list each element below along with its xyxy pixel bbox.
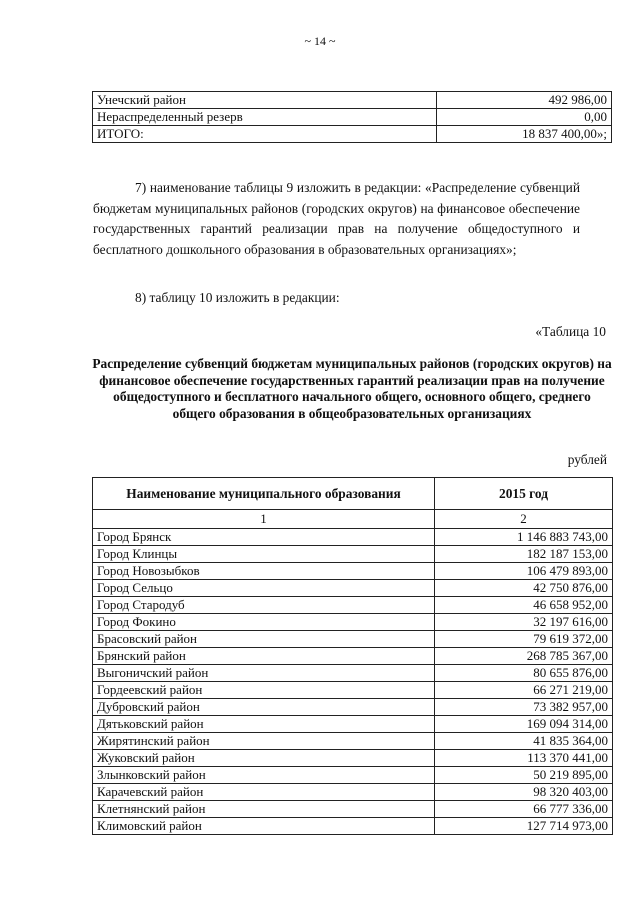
- table-row: [93, 665, 613, 682]
- table-row: [93, 580, 613, 597]
- table-row: [93, 648, 613, 665]
- row-value: 80 655 876,00: [435, 665, 613, 682]
- table-row: [93, 563, 613, 580]
- row-name: Выгоничский район: [93, 665, 435, 682]
- header-name: Наименование муниципального образования: [93, 478, 435, 510]
- row-name: Унечский район: [93, 92, 437, 109]
- table-row: [93, 750, 613, 767]
- row-value: 66 271 219,00: [435, 682, 613, 699]
- row-name: Город Новозыбков: [93, 563, 435, 580]
- row-value: 169 094 314,00: [435, 716, 613, 733]
- row-name: Город Клинцы: [93, 546, 435, 563]
- table-title: Распределение субвенций бюджетам муниципальных районов (городских округов) на финансовое обеспечение государственных гарантий реализации прав на получение общедоступного и бесплатного начального общего, основного общего, среднего общего образования в общеобразовательных организациях: [92, 356, 612, 421]
- row-name: Дятьковский район: [93, 716, 435, 733]
- row-name: Жуковский район: [93, 750, 435, 767]
- row-name: Город Фокино: [93, 614, 435, 631]
- header-year: 2015 год: [435, 478, 613, 510]
- table-row: [93, 699, 613, 716]
- page-number: ~ 14 ~: [304, 34, 336, 48]
- row-value: 50 219 895,00: [435, 767, 613, 784]
- row-name: Жирятинский район: [93, 733, 435, 750]
- row-name: Карачевский район: [93, 784, 435, 801]
- row-value: 66 777 336,00: [435, 801, 613, 818]
- row-value: 41 835 364,00: [435, 733, 613, 750]
- table-row: [93, 92, 612, 109]
- currency-label: рублей: [567, 452, 607, 467]
- paragraph-7: 7) наименование таблицы 9 изложить в редакции: «Распределение субвенций бюджетам муниципальных районов (городских округов) на финансовое обеспечение государственных гарантий реализации прав на получение общедоступного и бесплатного дошкольного образования в образовательных организациях»;: [93, 180, 580, 257]
- row-value: 127 714 973,00: [435, 818, 613, 835]
- row-name: Клетнянский район: [93, 801, 435, 818]
- table-row: [93, 109, 612, 126]
- row-value: 1 146 883 743,00: [435, 529, 613, 546]
- top-table: [92, 91, 612, 143]
- row-value: 46 658 952,00: [435, 597, 613, 614]
- table-row: [93, 818, 613, 835]
- table-row: [93, 733, 613, 750]
- table-row: [93, 597, 613, 614]
- row-value: 98 320 403,00: [435, 784, 613, 801]
- row-value: 32 197 616,00: [435, 614, 613, 631]
- row-name: Город Стародуб: [93, 597, 435, 614]
- row-value: 268 785 367,00: [435, 648, 613, 665]
- table-row: [93, 767, 613, 784]
- row-name: Город Брянск: [93, 529, 435, 546]
- header-row: [93, 478, 613, 510]
- row-name: Климовский район: [93, 818, 435, 835]
- row-value: 42 750 876,00: [435, 580, 613, 597]
- table-row: [93, 614, 613, 631]
- row-value: 113 370 441,00: [435, 750, 613, 767]
- table-row: [93, 784, 613, 801]
- row-name: Дубровский район: [93, 699, 435, 716]
- table-row: [93, 801, 613, 818]
- table-caption: «Таблица 10: [535, 324, 606, 339]
- table-row: [93, 529, 613, 546]
- column-index-1: 1: [93, 510, 435, 529]
- row-name: Брасовский район: [93, 631, 435, 648]
- row-value: 106 479 893,00: [435, 563, 613, 580]
- row-value: 79 619 372,00: [435, 631, 613, 648]
- row-name: Гордеевский район: [93, 682, 435, 699]
- table-row: [93, 546, 613, 563]
- row-name: Брянский район: [93, 648, 435, 665]
- table-row: [93, 126, 612, 143]
- row-name: Злынковский район: [93, 767, 435, 784]
- row-value: 73 382 957,00: [435, 699, 613, 716]
- row-value: 18 837 400,00»;: [437, 126, 612, 143]
- row-value: 0,00: [437, 109, 612, 126]
- table-row: [93, 631, 613, 648]
- row-name: Нераспределенный резерв: [93, 109, 437, 126]
- column-index-2: 2: [435, 510, 613, 529]
- row-name: ИТОГО:: [93, 126, 437, 143]
- row-value: 492 986,00: [437, 92, 612, 109]
- paragraph-8: 8) таблицу 10 изложить в редакции:: [135, 290, 340, 305]
- column-index-row: [93, 510, 613, 529]
- table-row: [93, 716, 613, 733]
- table-row: [93, 682, 613, 699]
- row-name: Город Сельцо: [93, 580, 435, 597]
- row-value: 182 187 153,00: [435, 546, 613, 563]
- main-table: [92, 477, 613, 835]
